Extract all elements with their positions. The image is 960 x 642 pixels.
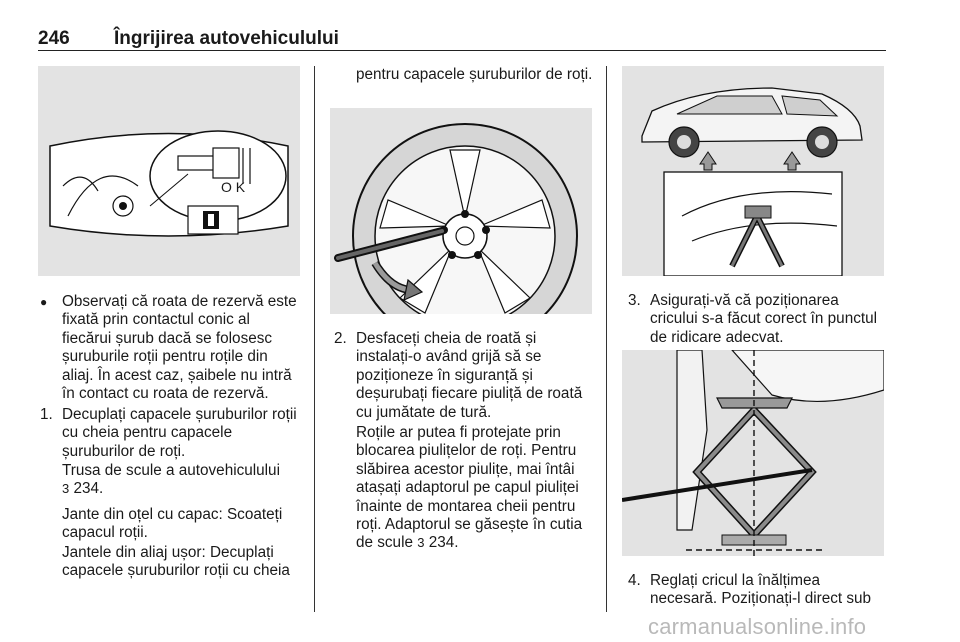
spare-wheel-illustration	[38, 66, 300, 276]
bullet-item	[40, 293, 302, 403]
step-4	[628, 572, 890, 609]
xref-link-234[interactable]: 234.	[73, 480, 104, 498]
paragraph-trusa	[40, 462, 302, 499]
step-4-text: Reglați cricul la înălțimea necesară. Poziționați-l direct sub	[650, 572, 872, 608]
step-1-text: Decuplați capacele șuruburilor roții cu cheia pentru capacele șuruburilor de roți.	[62, 406, 297, 460]
bullet-icon: ●	[40, 295, 48, 309]
paragraph-jante-otel-text: Jante din oțel cu capac: Scoateți capacul roții.	[62, 506, 283, 542]
page-title: Îngrijirea autovehiculului	[114, 28, 339, 49]
continued-text	[334, 66, 596, 84]
step-2-number: 2.	[334, 330, 347, 347]
paragraph-jante-otel	[40, 506, 302, 543]
paragraph-protejate	[334, 424, 596, 553]
figure-spare-wheel-bolt	[38, 66, 300, 276]
paragraph-protejate-text: Roțile ar putea fi protejate prin blocarea piulițelor de roți. Pentru slăbirea acestor piulițe, mai întâi atașați adaptorul pe capul piuliței înainte de montarea cheii pentru roți. Adaptorul se găsește în cutia de scule	[356, 424, 583, 552]
step-1	[40, 406, 302, 461]
xref-arrow-icon: 3	[62, 481, 70, 497]
step-2-text: Desfaceți cheia de roată și instalați-o având grijă să se poziționeze în siguranță și deșurubați fiecare piuliță de roată cu jumătate de tură.	[356, 330, 583, 421]
step-4-number: 4.	[628, 572, 641, 589]
xref-link-234[interactable]: 234.	[428, 534, 459, 552]
step-3-number: 3.	[628, 292, 641, 309]
jack-position-illustration	[622, 350, 884, 556]
step-1-number: 1.	[40, 406, 53, 423]
step-2	[334, 330, 596, 422]
step-3-text: Asigurați-vă că poziționarea cricului s-a făcut corect în punctul de ridicare adecvat.	[650, 292, 878, 346]
paragraph-jante-aliaj-text: Jantele din aliaj ușor: Decuplați capacele șuruburilor roții cu cheia	[62, 544, 290, 580]
continued-text-body: pentru capacele șuruburilor de roți.	[356, 66, 593, 83]
watermark: carmanualsonline.info	[648, 614, 867, 639]
bullet-text: Observați că roata de rezervă este fixată prin contactul conic al fiecărui șurub dacă se folosesc șuruburile roții pentru roțile din aliaj. În acest caz, șaibele nu intră în contact cu roata de rezervă.	[62, 293, 297, 403]
paragraph-trusa-text: Trusa de scule a autovehiculului	[62, 462, 280, 479]
figure-car-jack-points	[622, 66, 884, 276]
xref-arrow-icon: 3	[417, 535, 425, 551]
column-divider-left	[314, 66, 315, 612]
figure-jack-position	[622, 350, 884, 556]
figure-wheel-wrench	[330, 108, 592, 314]
ok-label: O K	[221, 179, 246, 195]
wheel-wrench-illustration	[330, 108, 592, 314]
page-header	[38, 22, 886, 52]
column-divider-right	[606, 66, 607, 612]
paragraph-jante-aliaj	[40, 544, 302, 581]
car-lift-points-illustration	[622, 66, 884, 276]
page-number: 246	[38, 28, 70, 49]
step-3	[628, 292, 890, 347]
header-rule	[38, 50, 886, 51]
